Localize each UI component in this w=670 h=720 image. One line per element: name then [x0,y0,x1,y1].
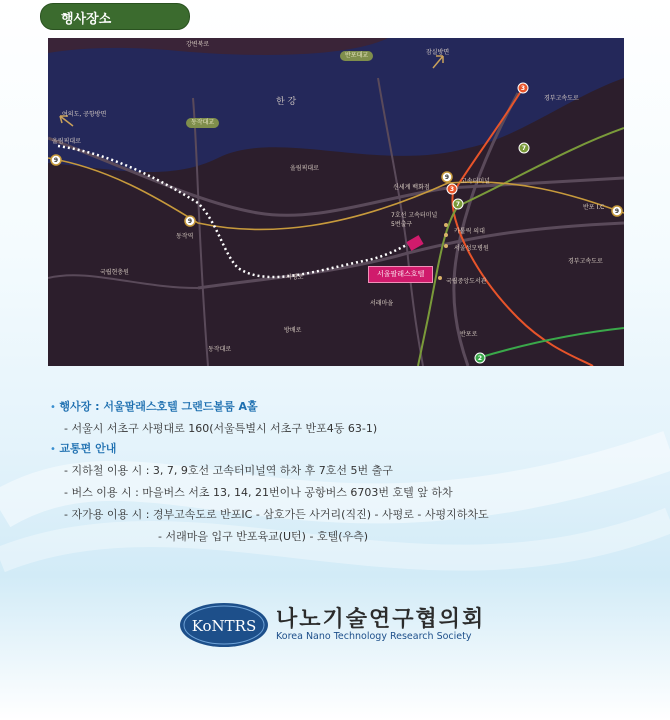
car-info-2: - 서래마을 입구 반포육교(U턴) - 호텔(우측) [158,530,369,543]
label-banporo: 반포로 [460,331,478,338]
section-header-tab [40,3,190,30]
venue-address: - 서울시 서초구 사평대로 160(서울특별시 서초구 반포4동 63-1) [64,422,378,435]
label-gangbyeonbukro: 강변북로 [186,41,210,48]
bullet-icon: • [50,444,56,455]
label-olympic-left: 올림픽대로 [52,138,81,145]
svg-text:9: 9 [614,208,620,215]
venue-line [50,398,258,414]
bullet-icon: • [50,402,56,413]
location-map [48,38,624,366]
label-cemetery: 국립현충원 [100,269,129,276]
label-express-terminal: 고속터미널 [461,178,490,185]
label-sapyeongro: 사평로 [286,274,304,281]
svg-text:7: 7 [521,145,527,152]
label-seorae: 서래마을 [370,300,394,307]
kontrs-logo [178,598,278,652]
label-seoul-st-mary: 서울성모병원 [454,245,489,252]
svg-text:3: 3 [449,186,455,193]
badge-banpodaegyo: 반포대교 [340,51,373,61]
label-bangbaero: 방배로 [284,327,302,334]
label-olympic-mid: 올림픽대로 [290,165,319,172]
label-exit5: 7호선 고속터미널 5번출구 [391,212,438,228]
logo-text: KoNTRS [191,617,257,635]
label-shinsegae: 신세계 백화점 [393,184,430,191]
label-jamsil: 잠실방면 [426,49,450,56]
hotel-label: 서울팔래스호텔 [368,266,433,283]
label-national-library: 국립중앙도서관 [446,278,487,285]
label-gyeongbu-right: 경부고속도로 [544,95,579,102]
subway-info: - 지하철 이용 시 : 3, 7, 9호선 고속터미널역 하차 후 7호선 5번 출구 [64,464,393,477]
svg-text:3: 3 [520,85,526,92]
section-title: 행사장소 [61,12,112,27]
venue-label: 행사장 : 서울팔래스호텔 그랜드볼룸 A홀 [59,400,258,413]
label-dongjak-station: 동작역 [176,233,194,240]
svg-text:7: 7 [455,201,461,208]
svg-text:9: 9 [53,157,59,164]
badge-dongjakdaegyo: 동작대교 [186,118,219,128]
transport-label: 교통편 안내 [59,442,117,455]
bus-info: - 버스 이용 시 : 마을버스 서초 13, 14, 21번이나 공항버스 6703번 호텔 앞 하차 [64,486,453,499]
label-yeouido: 여의도, 공항방면 [62,111,107,118]
label-catholic: 카톨릭 의대 [454,228,485,235]
org-name-en: Korea Nano Technology Research Society [276,631,472,642]
org-name: 나노기술연구협의회 [276,607,486,632]
car-info-1: - 자가용 이용 시 : 경부고속도로 반포IC - 삼호가든 사거리(직진) - 사평로 - 사평지하차도 [64,508,489,521]
svg-text:2: 2 [477,355,483,362]
subway-badge-icons [48,38,624,366]
label-gyeongbu-right2: 경부고속도로 [568,258,603,265]
transport-line [50,440,116,456]
label-hangang: 한 강 [276,97,297,107]
label-dongjakdaero: 동작대로 [208,346,232,353]
svg-text:9: 9 [444,174,450,181]
svg-text:9: 9 [187,218,193,225]
label-banpo-ic: 반포 I.C [583,204,605,211]
